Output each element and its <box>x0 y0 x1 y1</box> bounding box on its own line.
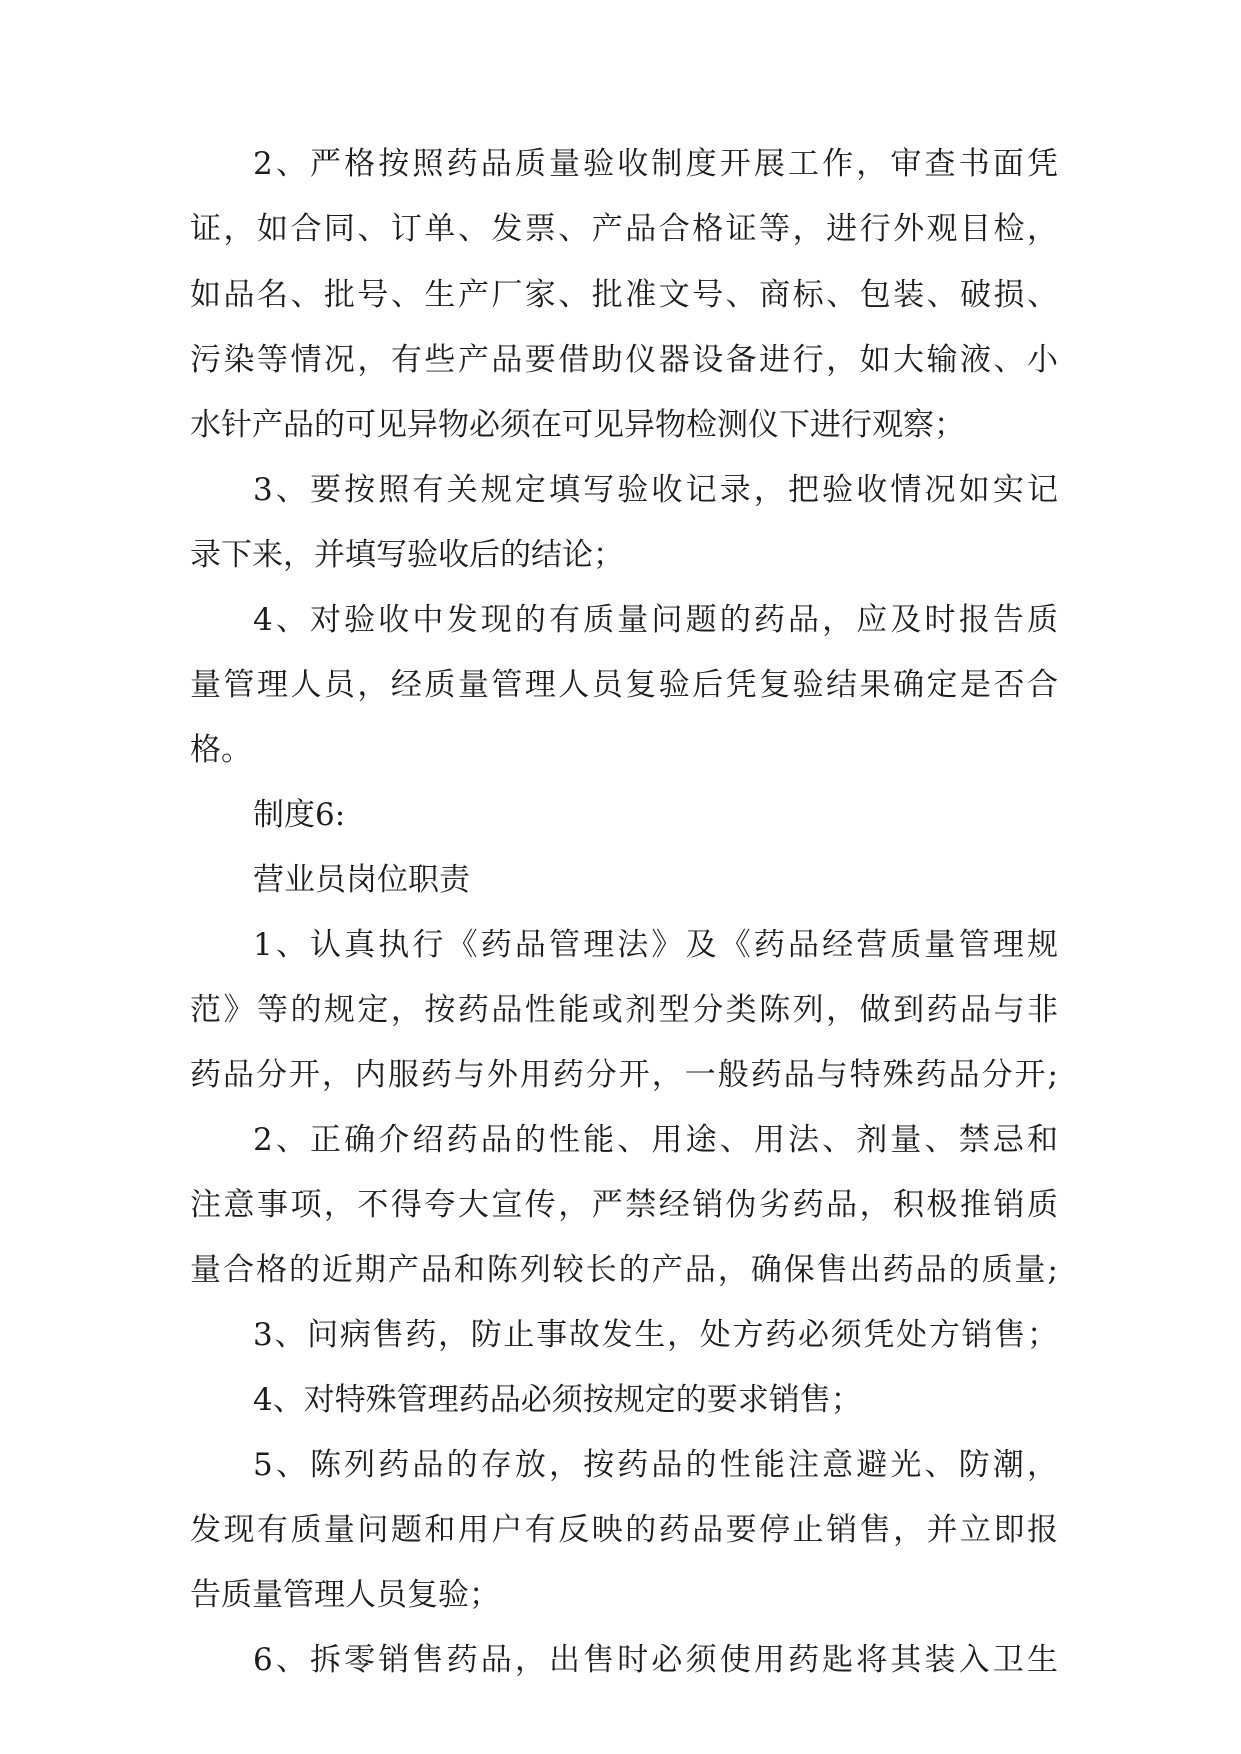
duty-2-line-2: 注意事项，不得夸大宣传，严禁经销伪劣药品，积极推销质 <box>190 1187 1058 1223</box>
duty-5-line-1: 5、陈列药品的存放，按药品的性能注意避光、防潮， <box>253 1447 1058 1483</box>
rule-4-line-1: 4、对验收中发现的有质量问题的药品，应及时报告质 <box>253 602 1058 638</box>
duty-1-line-1: 1、认真执行《药品管理法》及《药品经营质量管理规 <box>253 927 1058 963</box>
rule-2-line-2: 证，如合同、订单、发票、产品合格证等，进行外观目检， <box>190 211 1058 247</box>
duty-1-line-2: 范》等的规定，按药品性能或剂型分类陈列，做到药品与非 <box>190 992 1058 1028</box>
rule-2-line-3: 如品名、批号、生产厂家、批准文号、商标、包装、破损、 <box>190 277 1058 313</box>
section-label: 制度6: <box>253 797 346 833</box>
rule-2-line-1: 2、严格按照药品质量验收制度开展工作，审查书面凭 <box>253 146 1058 182</box>
rule-4-line-2: 量管理人员，经质量管理人员复验后凭复验结果确定是否合 <box>190 667 1058 703</box>
rule-2-line-4: 污染等情况，有些产品要借助仪器设备进行，如大输液、小 <box>190 342 1058 378</box>
rule-4-line-3: 格。 <box>190 732 252 768</box>
duty-3-line-1: 3、问病售药，防止事故发生，处方药必须凭处方销售； <box>253 1317 1058 1353</box>
duty-5-line-2: 发现有质量问题和用户有反映的药品要停止销售，并立即报 <box>190 1512 1058 1548</box>
duty-2-line-1: 2、正确介绍药品的性能、用途、用法、剂量、禁忌和 <box>253 1122 1058 1158</box>
rule-3-line-2: 录下来，并填写验收后的结论； <box>190 537 624 573</box>
duty-1-line-3: 药品分开，内服药与外用药分开，一般药品与特殊药品分开; <box>190 1057 1058 1093</box>
rule-3-line-1: 3、要按照有关规定填写验收记录，把验收情况如实记 <box>253 472 1058 508</box>
duty-2-line-3: 量合格的近期产品和陈列较长的产品，确保售出药品的质量; <box>190 1252 1058 1288</box>
duty-5-line-3: 告质量管理人员复验； <box>190 1577 500 1613</box>
duty-4-line-1: 4、对特殊管理药品必须按规定的要求销售； <box>253 1382 862 1418</box>
rule-2-line-5: 水针产品的可见异物必须在可见异物检测仪下进行观察； <box>190 407 965 443</box>
section-title: 营业员岗位职责 <box>253 862 470 898</box>
duty-6-line-1: 6、拆零销售药品，出售时必须使用药匙将其装入卫生 <box>253 1642 1058 1678</box>
